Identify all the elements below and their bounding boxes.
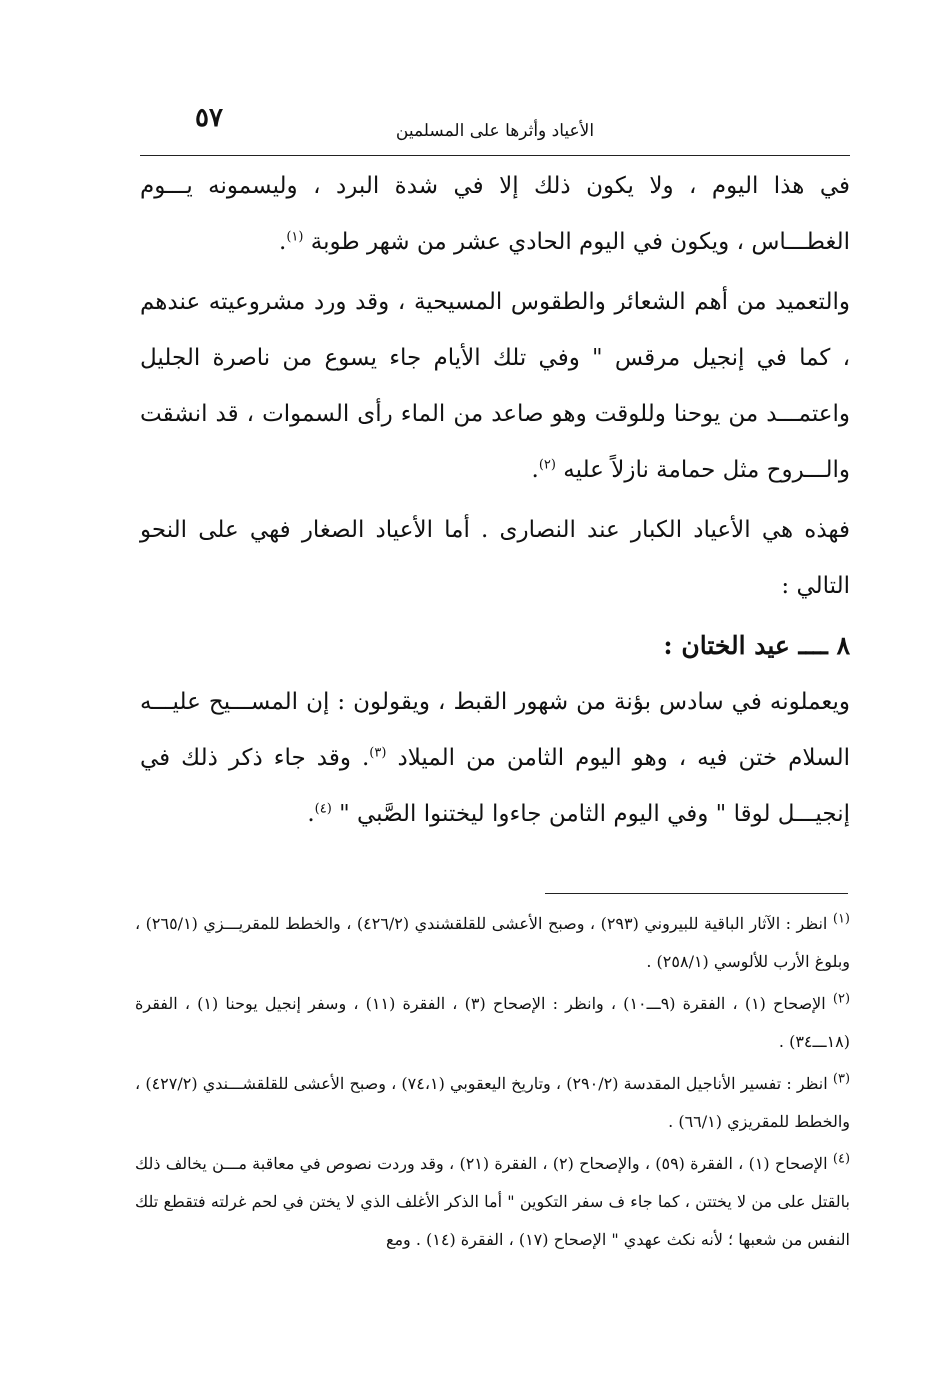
main-text <box>140 158 850 846</box>
footnote <box>135 905 850 981</box>
paragraph <box>140 502 850 614</box>
paragraph-text: والتعميد من أهم الشعائر والطقوس المسيحية ، وقد ورد مشروعيته عندهم ، كما في إنجيل مرقس " وفي تلك الأيام جاء يسوع من ناصرة الجليل واعتمـــد من يوحنا وللوقت وهو صاعد من الماء رأى السموات ، قد انشقت والـــروح مثل حمامة نازلاً عليه <box>140 289 850 483</box>
section-heading: ٨ ــــ عيد الختان : <box>663 631 850 660</box>
paragraph-text: فهذه هي الأعياد الكبار عند النصارى . أما الأعياد الصغار فهي على النحو التالي : <box>140 517 850 599</box>
footnote-marker: (٤) <box>832 1151 851 1167</box>
footnote-text: الإصحاح (١) ، الفقرة (٥٩) ، والإصحاح (٢) ، الفقرة (٢١) ، وقد وردت نصوص في معاقبة مـــن يخالف ذلك بالقتل على من لا يختتن ، كما جاء ف سفر التكوين " أما الذكر الأغلف الذي لا يختن في لحم غرلته فتقطع تلك النفس من شعبها ؛ لأنه نكث عهدي " الإصحاح (١٧) ، الفقرة (١٤) . ومع <box>135 1154 850 1249</box>
footnote-ref: (٣) <box>369 745 387 761</box>
footnote-marker: (٢) <box>832 991 851 1007</box>
footnote-marker: (١) <box>832 911 850 927</box>
running-title: الأعياد وأثرها على المسلمين <box>395 121 595 141</box>
paragraph-end: . <box>307 801 315 827</box>
footnote <box>135 1145 850 1259</box>
paragraph-end: . <box>279 229 287 255</box>
paragraph <box>140 158 850 270</box>
footnote-text: انظر : الآثار الباقية للبيروني (٢٩٣) ، وصبح الأعشى للقلقشندي (٤٢٦/٢) ، والخطط للمقريـــزي (٢٦٥/١) ، وبلوغ الأرب للألوسي (٢٥٨/١) . <box>135 914 850 971</box>
footnote <box>135 1065 850 1141</box>
page-header <box>140 95 850 156</box>
footnote <box>135 985 850 1061</box>
paragraph-end: . <box>531 457 539 483</box>
footnote-ref: (٤) <box>314 801 332 817</box>
footnote-text: انظر : تفسير الأناجيل المقدسة (٢٩٠/٢) ، وتاريخ اليعقوبي (٧٤،١) ، وصبح الأعشى للقلقشـــندي (٤٢٧/٢) ، والخطط للمقريزي (٦٦/١) . <box>135 1074 850 1131</box>
footnote-marker: (٣) <box>832 1071 851 1087</box>
footnote-ref: (١) <box>286 229 304 245</box>
paragraph <box>140 674 850 842</box>
footnote-text: الإصحاح (١) ، الفقرة (٩ـــ١٠) ، وانظر : الإصحاح (٣) ، الفقرة (١١) ، وسفر إنجيل يوحنا (١) ، الفقرة (١٨ـــ٣٤) . <box>135 994 850 1051</box>
paragraph <box>140 274 850 498</box>
paragraph-text: . وقد جاء ذكر ذلك في إنجيـــل لوقا " وفي اليوم الثامن جاءوا ليختنوا الصَّبي " <box>140 745 850 827</box>
footnote-divider <box>545 893 848 894</box>
footnotes <box>135 905 850 1263</box>
paragraph-text: في هذا اليوم ، ولا يكون ذلك إلا في شدة البرد ، وليسمونه يـــوم الغطـــاس ، ويكون في اليوم الحادي عشر من شهر طوبة <box>140 173 850 255</box>
footnote-ref: (٢) <box>538 457 556 473</box>
paragraph-text: ويعملونه في سادس بؤنة من شهور القبط ، ويقولون : إن المســـيح عليـــه السلام ختن فيه ، وهو اليوم الثامن من الميلاد <box>140 689 851 771</box>
page-number: ٥٧ <box>195 103 223 133</box>
